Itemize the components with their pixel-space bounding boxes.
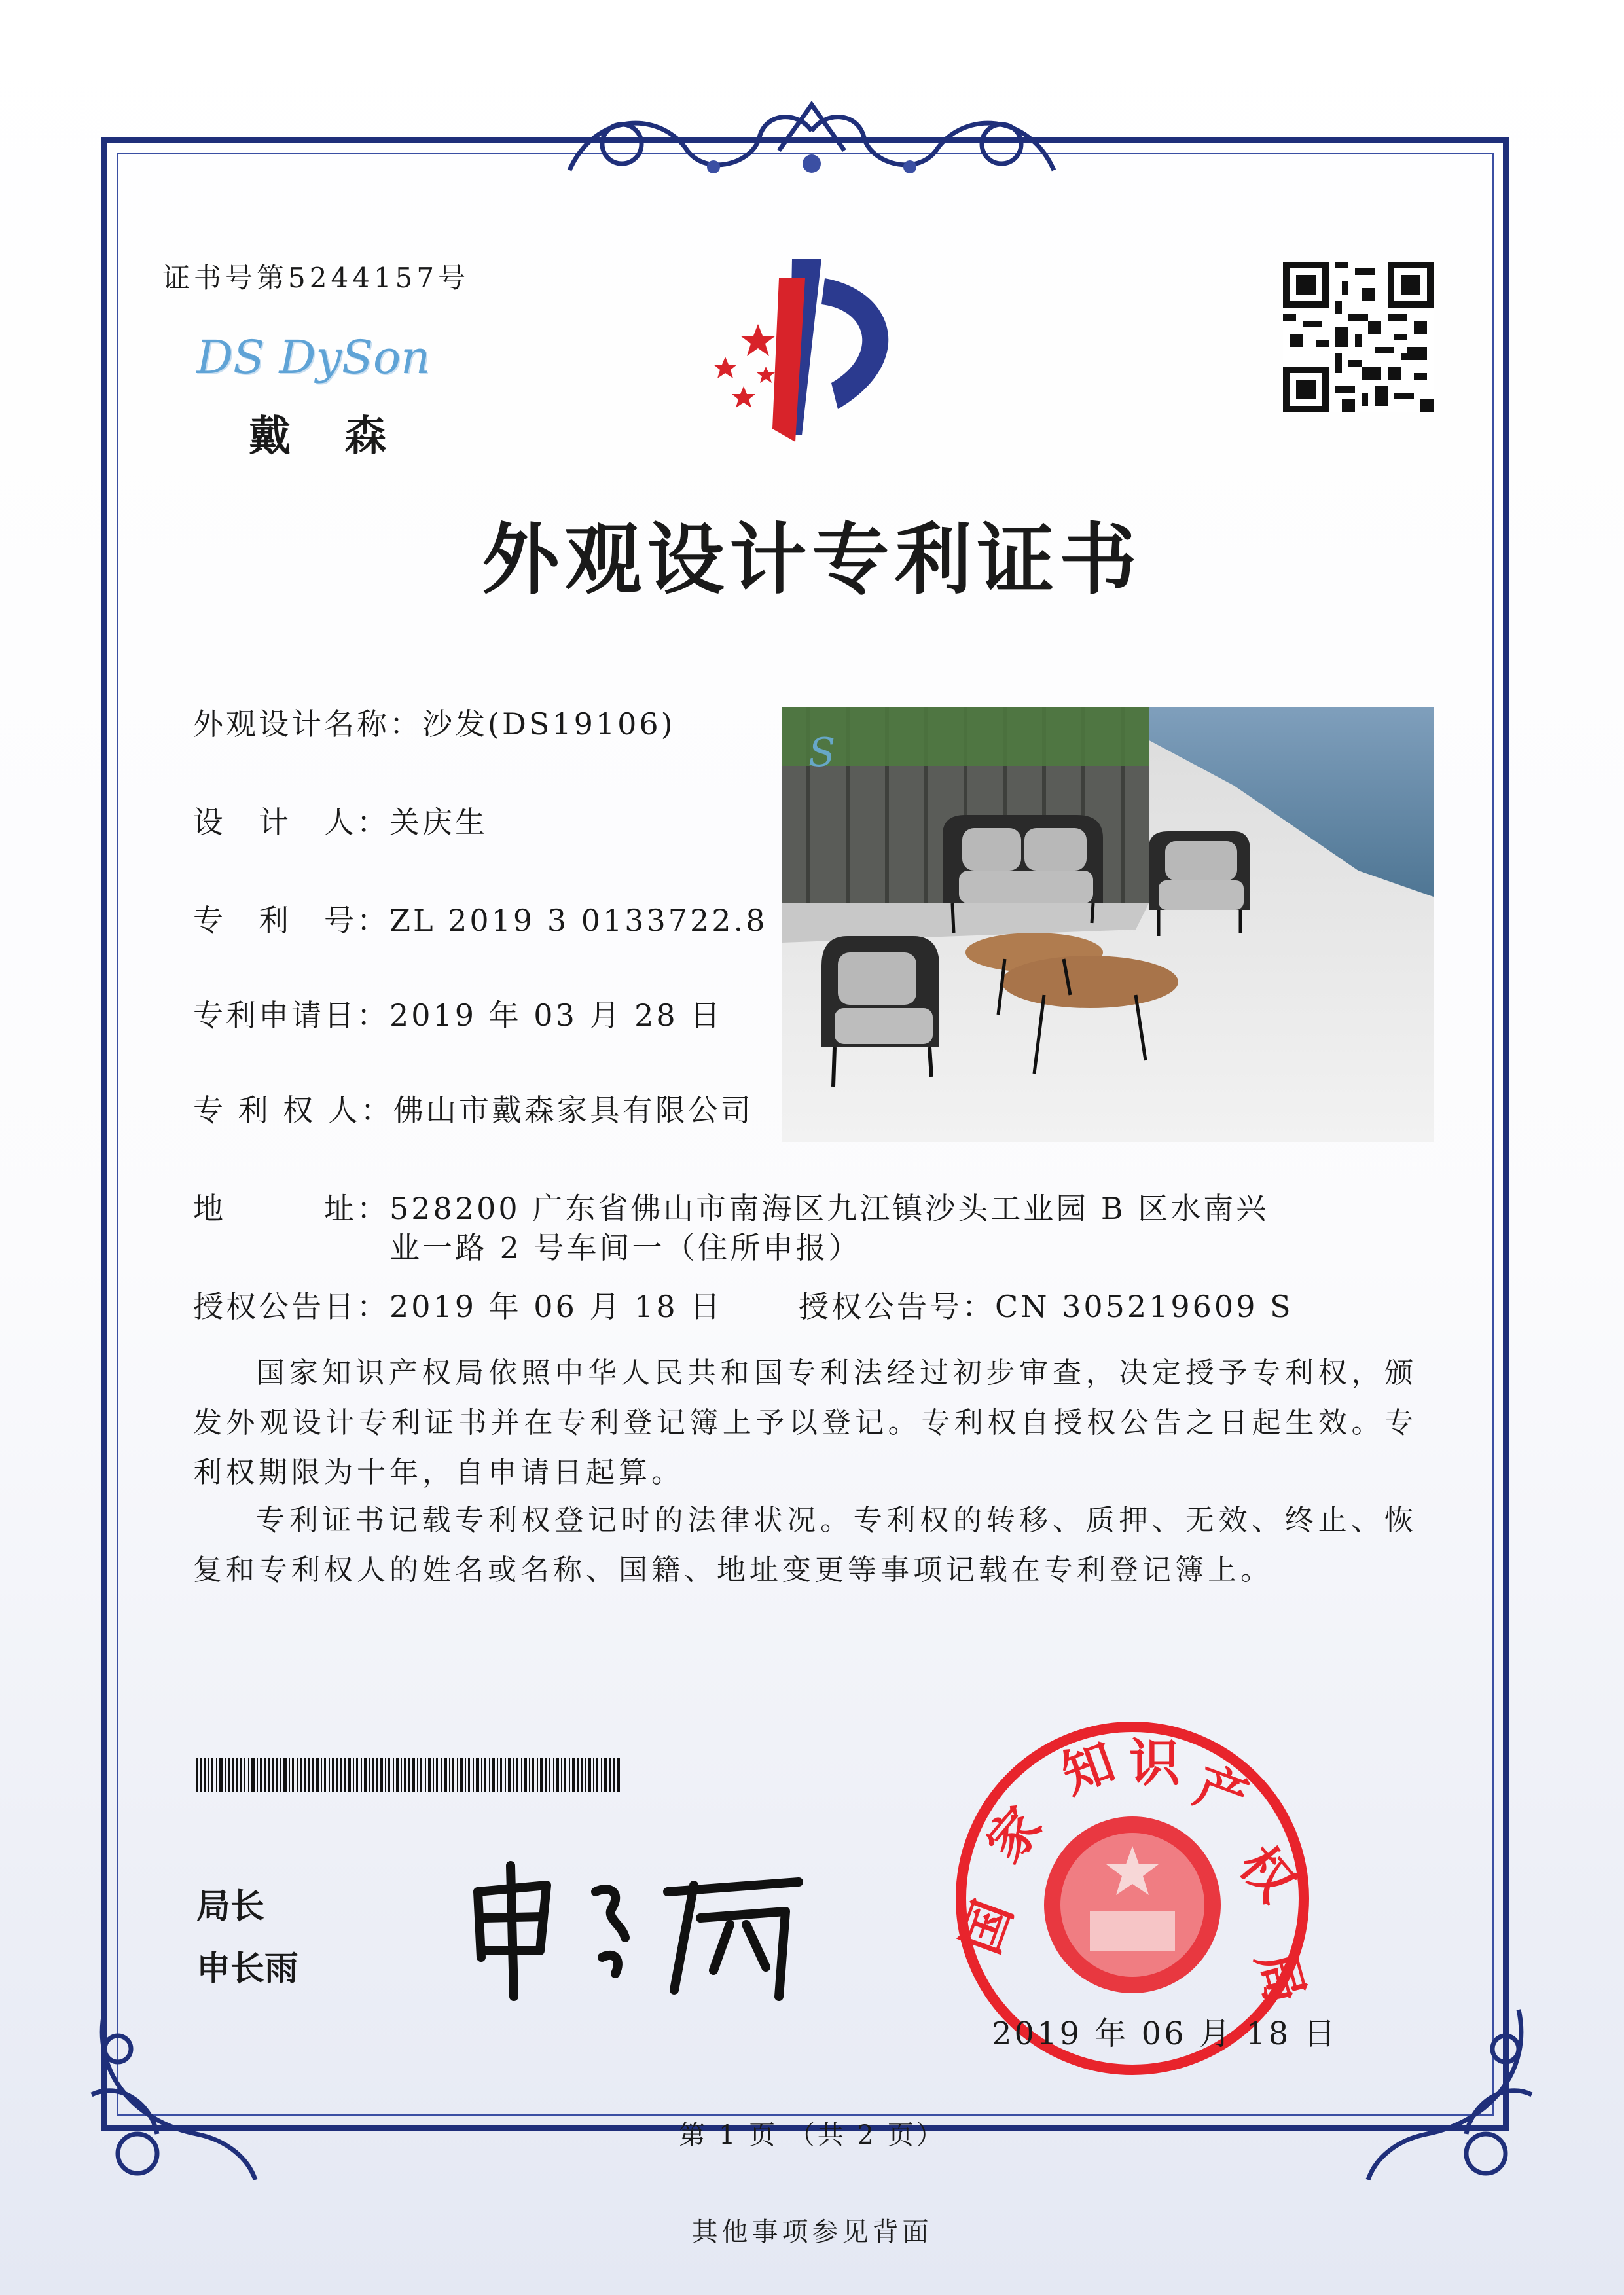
cnipa-emblem-icon <box>681 252 929 442</box>
application-date-label: 专利申请日： <box>193 998 389 1033</box>
svg-text:家: 家 <box>975 1796 1054 1874</box>
grant-number-value: CN 305219609 S <box>995 1289 1293 1324</box>
certificate-title: 外观设计专利证书 <box>482 515 1142 605</box>
body-paragraph-1: 国家知识产权局依照中华人民共和国专利法经过初步审查，决定授予专利权，颁发外观设计专利证书并在专利登记簿上予以登记。专利权自授权公告之日起生效。专利权期限为十年，自申请日起算。 <box>193 1356 1417 1489</box>
director-title: 局长 <box>196 1887 265 1926</box>
patentee-row <box>193 1087 753 1130</box>
body-paragraph-2: 专利证书记载专利权登记时的法律状况。专利权的转移、质押、无效、终止、恢复和专利权人的姓名或名称、国籍、地址变更等事项记载在专利登记簿上。 <box>193 1504 1417 1587</box>
designer-label: 设 计 人： <box>193 804 389 840</box>
svg-text:S: S <box>808 730 836 776</box>
svg-text:识: 识 <box>1129 1734 1181 1793</box>
svg-text:局: 局 <box>1244 1945 1315 2010</box>
grant-date-row <box>193 1283 723 1326</box>
barcode-icon <box>196 1758 622 1792</box>
director-name: 申长雨 <box>196 1949 299 1989</box>
design-name-value: 沙发(DS19106) <box>422 706 676 742</box>
grant-date-value: 2019 年 06 月 18 日 <box>389 1289 723 1324</box>
page-indicator: 第 1 页 （共 2 页） <box>679 2120 945 2150</box>
designer-row <box>193 799 488 842</box>
svg-text:权: 权 <box>1227 1835 1306 1913</box>
patent-number-label: 专 利 号： <box>193 903 389 938</box>
qr-code-icon <box>1283 262 1434 412</box>
svg-text:产: 产 <box>1187 1756 1255 1830</box>
grant-number-label: 授权公告号： <box>799 1289 995 1324</box>
application-date-row <box>193 992 723 1035</box>
patentee-value: 佛山市戴森家具有限公司 <box>393 1093 753 1128</box>
bottom-right-ornament <box>1348 1990 1545 2186</box>
brand-logo: DS DySon <box>196 331 431 384</box>
top-ornament <box>543 92 1080 190</box>
certificate-number: 证书号第5244157号 <box>162 262 470 294</box>
grant-number-row <box>799 1283 1293 1326</box>
address-row <box>193 1185 1269 1228</box>
application-date-value: 2019 年 03 月 28 日 <box>389 998 723 1033</box>
bottom-left-ornament <box>79 1990 275 2186</box>
address-line-2: 业一路 2 号车间一（住所申报） <box>389 1230 861 1265</box>
patentee-label: 专 利 权 人： <box>193 1093 393 1128</box>
address-label: 地 址： <box>193 1191 389 1226</box>
designer-value: 关庆生 <box>389 804 488 840</box>
svg-text:知: 知 <box>1054 1732 1123 1805</box>
product-photo <box>782 707 1434 1142</box>
grant-date-label: 授权公告日： <box>193 1289 389 1324</box>
design-name-row <box>193 700 676 744</box>
patent-number-row <box>193 897 767 940</box>
address-line-1: 528200 广东省佛山市南海区九江镇沙头工业园 B 区水南兴 <box>389 1191 1269 1226</box>
seal-date: 2019 年 06 月 18 日 <box>992 2015 1338 2052</box>
footer-note: 其他事项参见背面 <box>691 2217 933 2247</box>
brand-name-cn: 戴 森 <box>249 412 406 461</box>
svg-text:国: 国 <box>951 1893 1024 1962</box>
design-name-label: 外观设计名称： <box>193 706 422 742</box>
handwritten-signature <box>458 1846 825 2003</box>
patent-number-value: ZL 2019 3 0133722.8 <box>389 903 768 938</box>
